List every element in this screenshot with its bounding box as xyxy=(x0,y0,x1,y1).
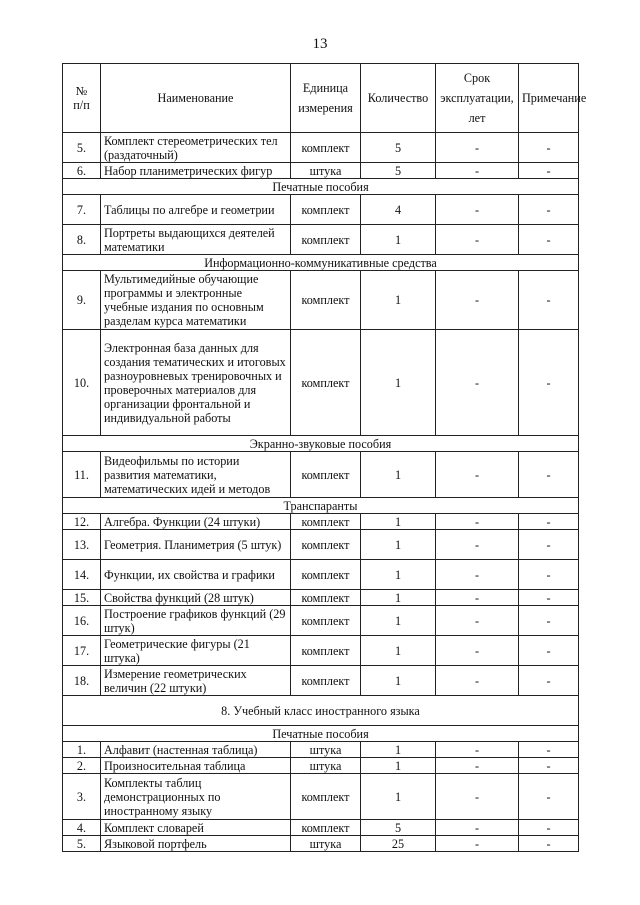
cell-num: 2. xyxy=(63,758,101,774)
cell-unit: комплект xyxy=(291,271,361,330)
cell-num: 8. xyxy=(63,225,101,255)
table-row xyxy=(63,514,579,530)
cell-term: - xyxy=(436,330,519,436)
cell-num: 4. xyxy=(63,820,101,836)
cell-qty: 25 xyxy=(361,836,436,852)
cell-name: Электронная база данных для создания тематических и итоговых разноуровневых тренировочных и проверочных материалов для организации фронтальной и индивидуальной работы xyxy=(101,330,291,436)
cell-note: - xyxy=(519,836,579,852)
cell-note: - xyxy=(519,774,579,820)
subsection-title: Печатные пособия xyxy=(63,726,579,742)
cell-num: 18. xyxy=(63,666,101,696)
table-row xyxy=(63,836,579,852)
cell-name: Комплект словарей xyxy=(101,820,291,836)
subsection-row xyxy=(63,255,579,271)
cell-qty: 1 xyxy=(361,560,436,590)
cell-note: - xyxy=(519,666,579,696)
cell-name: Видеофильмы по истории развития математики, математических идей и методов xyxy=(101,452,291,498)
cell-name: Комплект стереометрических тел (раздаточный) xyxy=(101,133,291,163)
cell-unit: комплект xyxy=(291,452,361,498)
cell-term: - xyxy=(436,820,519,836)
cell-unit: комплект xyxy=(291,133,361,163)
cell-term: - xyxy=(436,606,519,636)
cell-note: - xyxy=(519,560,579,590)
cell-qty: 1 xyxy=(361,530,436,560)
header-unit: Единица измерения xyxy=(291,64,361,133)
cell-term: - xyxy=(436,636,519,666)
table-row xyxy=(63,820,579,836)
cell-qty: 1 xyxy=(361,271,436,330)
subsection-title: Печатные пособия xyxy=(63,179,579,195)
cell-unit: комплект xyxy=(291,530,361,560)
table-header-row xyxy=(63,64,579,133)
cell-name: Функции, их свойства и графики xyxy=(101,560,291,590)
cell-unit: комплект xyxy=(291,330,361,436)
cell-unit: комплект xyxy=(291,666,361,696)
cell-note: - xyxy=(519,133,579,163)
cell-name: Портреты выдающихся деятелей математики xyxy=(101,225,291,255)
table-row xyxy=(63,452,579,498)
cell-name: Геометрия. Планиметрия (5 штук) xyxy=(101,530,291,560)
table-row xyxy=(63,758,579,774)
table-row xyxy=(63,133,579,163)
table-row xyxy=(63,271,579,330)
cell-qty: 1 xyxy=(361,514,436,530)
cell-num: 17. xyxy=(63,636,101,666)
cell-name: Языковой портфель xyxy=(101,836,291,852)
cell-unit: комплект xyxy=(291,636,361,666)
cell-qty: 1 xyxy=(361,666,436,696)
cell-term: - xyxy=(436,530,519,560)
cell-qty: 1 xyxy=(361,742,436,758)
cell-term: - xyxy=(436,163,519,179)
cell-note: - xyxy=(519,514,579,530)
cell-unit: штука xyxy=(291,836,361,852)
cell-name: Построение графиков функций (29 штук) xyxy=(101,606,291,636)
cell-unit: комплект xyxy=(291,606,361,636)
table-row xyxy=(63,225,579,255)
subsection-row xyxy=(63,436,579,452)
table-row xyxy=(63,195,579,225)
cell-qty: 4 xyxy=(361,195,436,225)
section-title: 8. Учебный класс иностранного языка xyxy=(63,696,579,726)
cell-term: - xyxy=(436,758,519,774)
cell-qty: 1 xyxy=(361,636,436,666)
cell-qty: 1 xyxy=(361,452,436,498)
table-row xyxy=(63,742,579,758)
cell-name: Мультимедийные обучающие программы и электронные учебные издания по основным разделам курса математики xyxy=(101,271,291,330)
cell-num: 13. xyxy=(63,530,101,560)
cell-num: 14. xyxy=(63,560,101,590)
cell-unit: штука xyxy=(291,163,361,179)
cell-name: Таблицы по алгебре и геометрии xyxy=(101,195,291,225)
cell-num: 16. xyxy=(63,606,101,636)
cell-unit: комплект xyxy=(291,560,361,590)
cell-qty: 1 xyxy=(361,330,436,436)
cell-qty: 5 xyxy=(361,133,436,163)
subsection-row xyxy=(63,498,579,514)
subsection-title: Экранно-звуковые пособия xyxy=(63,436,579,452)
cell-term: - xyxy=(436,590,519,606)
subsection-title: Транспаранты xyxy=(63,498,579,514)
cell-qty: 1 xyxy=(361,758,436,774)
cell-term: - xyxy=(436,742,519,758)
cell-note: - xyxy=(519,758,579,774)
cell-note: - xyxy=(519,742,579,758)
cell-num: 11. xyxy=(63,452,101,498)
cell-num: 12. xyxy=(63,514,101,530)
subsection-row xyxy=(63,179,579,195)
cell-qty: 1 xyxy=(361,606,436,636)
header-num: № п/п xyxy=(63,64,101,133)
cell-unit: комплект xyxy=(291,514,361,530)
cell-unit: комплект xyxy=(291,820,361,836)
cell-qty: 5 xyxy=(361,820,436,836)
cell-name: Алфавит (настенная таблица) xyxy=(101,742,291,758)
cell-name: Алгебра. Функции (24 штуки) xyxy=(101,514,291,530)
cell-note: - xyxy=(519,636,579,666)
cell-note: - xyxy=(519,271,579,330)
cell-unit: штука xyxy=(291,742,361,758)
table-row xyxy=(63,666,579,696)
table-row xyxy=(63,330,579,436)
section-title-row xyxy=(63,696,579,726)
cell-note: - xyxy=(519,452,579,498)
subsection-title: Информационно-коммуникативные средства xyxy=(63,255,579,271)
cell-term: - xyxy=(436,514,519,530)
cell-unit: комплект xyxy=(291,195,361,225)
table-row xyxy=(63,636,579,666)
subsection-row xyxy=(63,726,579,742)
cell-name: Измерение геометрических величин (22 штуки) xyxy=(101,666,291,696)
cell-name: Набор планиметрических фигур xyxy=(101,163,291,179)
cell-term: - xyxy=(436,225,519,255)
header-note: Примечание xyxy=(519,64,579,133)
cell-num: 5. xyxy=(63,133,101,163)
cell-name: Геометрические фигуры (21 штука) xyxy=(101,636,291,666)
cell-note: - xyxy=(519,225,579,255)
cell-term: - xyxy=(436,195,519,225)
cell-num: 10. xyxy=(63,330,101,436)
cell-note: - xyxy=(519,195,579,225)
table-row xyxy=(63,606,579,636)
cell-term: - xyxy=(436,666,519,696)
cell-qty: 1 xyxy=(361,225,436,255)
table-row xyxy=(63,560,579,590)
header-qty: Количество xyxy=(361,64,436,133)
table-row xyxy=(63,530,579,560)
table-row xyxy=(63,163,579,179)
cell-unit: комплект xyxy=(291,774,361,820)
cell-term: - xyxy=(436,133,519,163)
cell-num: 9. xyxy=(63,271,101,330)
cell-unit: штука xyxy=(291,758,361,774)
cell-note: - xyxy=(519,606,579,636)
cell-name: Произносительная таблица xyxy=(101,758,291,774)
equipment-table xyxy=(62,63,587,852)
page-number: 13 xyxy=(312,36,328,52)
header-term: Срок эксплуатации, лет xyxy=(436,64,519,133)
cell-note: - xyxy=(519,820,579,836)
cell-num: 3. xyxy=(63,774,101,820)
cell-num: 6. xyxy=(63,163,101,179)
cell-num: 7. xyxy=(63,195,101,225)
cell-term: - xyxy=(436,774,519,820)
cell-term: - xyxy=(436,560,519,590)
cell-qty: 1 xyxy=(361,590,436,606)
cell-name: Свойства функций (28 штук) xyxy=(101,590,291,606)
header-name: Наименование xyxy=(101,64,291,133)
cell-note: - xyxy=(519,530,579,560)
cell-note: - xyxy=(519,330,579,436)
cell-term: - xyxy=(436,836,519,852)
table-row xyxy=(63,590,579,606)
cell-note: - xyxy=(519,590,579,606)
cell-name: Комплекты таблиц демонстрационных по иностранному языку xyxy=(101,774,291,820)
cell-note: - xyxy=(519,163,579,179)
table-row xyxy=(63,774,579,820)
cell-term: - xyxy=(436,452,519,498)
cell-qty: 1 xyxy=(361,774,436,820)
cell-term: - xyxy=(436,271,519,330)
cell-qty: 5 xyxy=(361,163,436,179)
cell-num: 1. xyxy=(63,742,101,758)
cell-num: 5. xyxy=(63,836,101,852)
cell-num: 15. xyxy=(63,590,101,606)
cell-unit: комплект xyxy=(291,225,361,255)
cell-unit: комплект xyxy=(291,590,361,606)
